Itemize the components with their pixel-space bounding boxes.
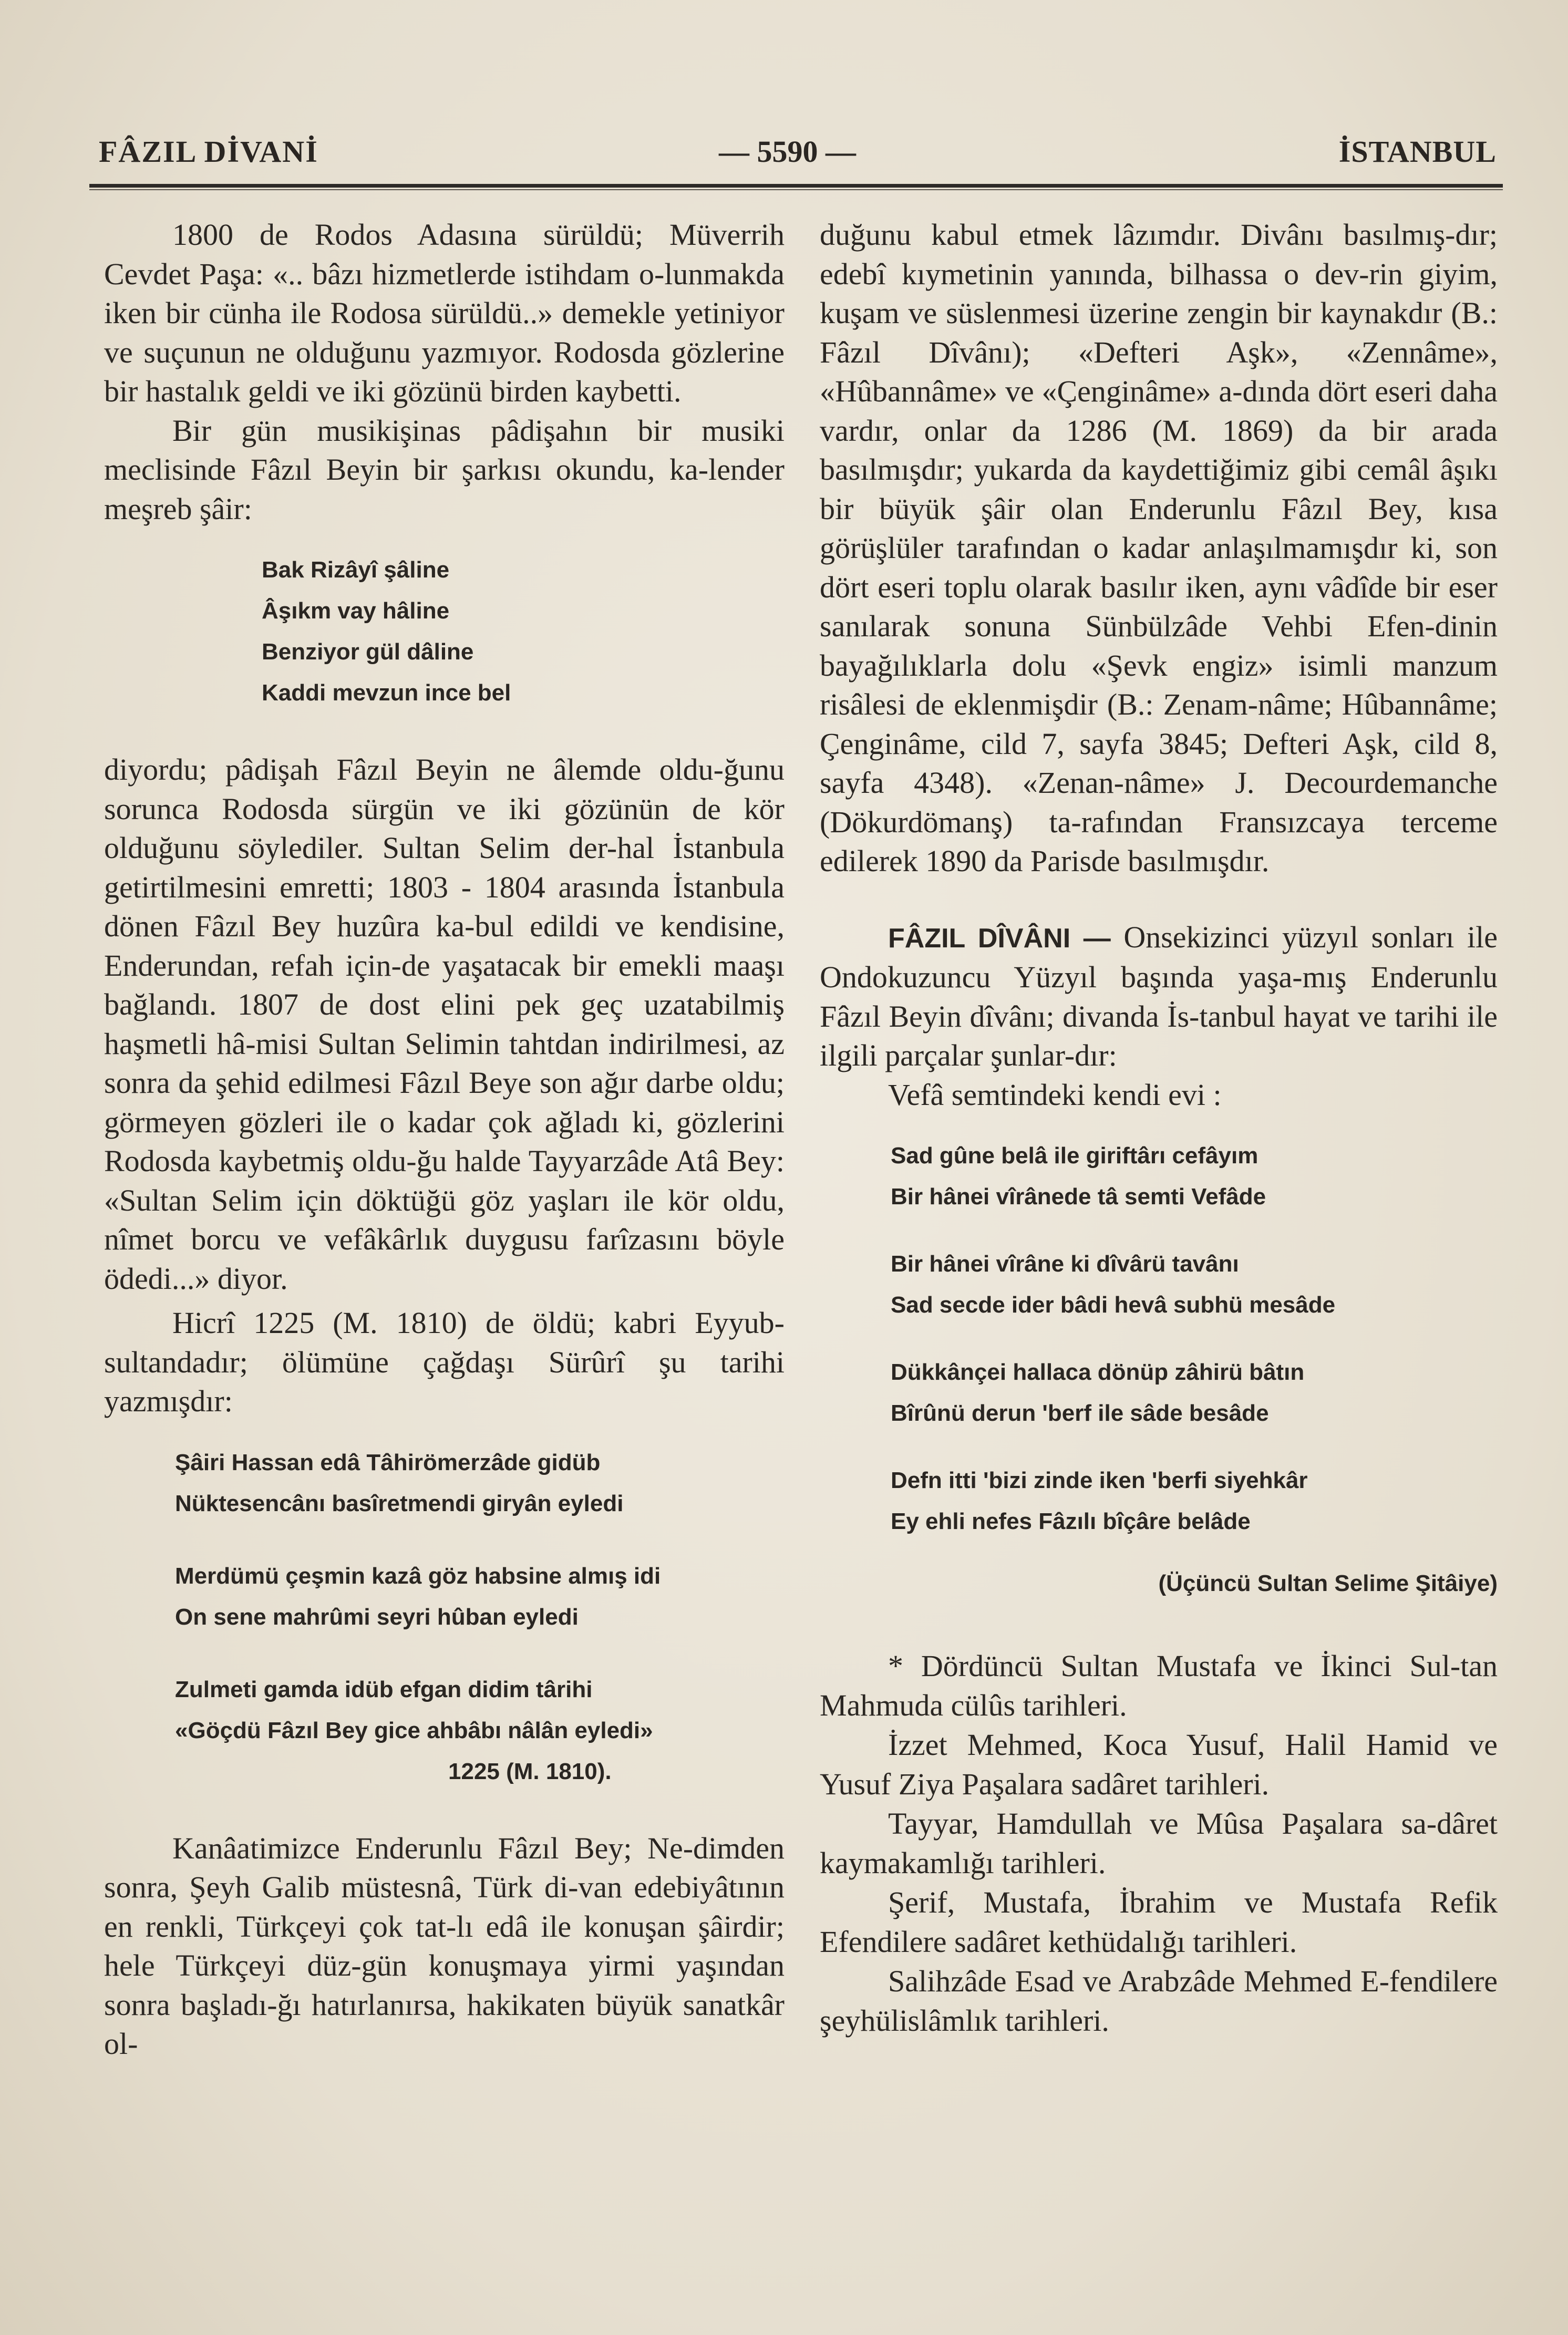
paragraph: Bir gün musikişinas pâdişahın bir musiki meclisinde Fâzıl Beyin bir şarkısı okundu, ka-lender meşreb şâir: xyxy=(104,413,785,526)
verse-line: Bir hânei vîrâne ki dîvârü tavânı xyxy=(891,1251,1239,1277)
verse-line: Kaddi mevzun ince bel xyxy=(262,680,511,706)
verse-line: Bak Rizâyî şâline xyxy=(262,557,450,583)
footnote: Tayyar, Hamdullah ve Mûsa Paşalara sa-dâret kaymakamlığı tarihleri. xyxy=(820,1806,1498,1880)
verse-stanza xyxy=(262,550,785,714)
header-rule xyxy=(89,184,1503,188)
header-rule-thin xyxy=(89,189,1503,190)
verse-line: Merdümü çeşmin kazâ göz habsine almış idi xyxy=(175,1563,661,1589)
verse-stanza xyxy=(891,1352,1498,1434)
header-title: FÂZIL DİVANİ xyxy=(99,135,318,169)
verse-line: Sad gûne belâ ile giriftârı cefâyım xyxy=(891,1143,1258,1169)
footnote: * Dördüncü Sultan Mustafa ve İkinci Sul-tan Mahmuda cülûs tarihleri. xyxy=(820,1649,1498,1722)
footnote: İzzet Mehmed, Koca Yusuf, Halil Hamid ve Yusuf Ziya Paşalara sadâret tarihleri. xyxy=(820,1728,1498,1801)
running-header xyxy=(99,134,1497,181)
verse-stanza xyxy=(175,1442,785,1524)
verse-stanza xyxy=(891,1135,1498,1217)
verse-line: Sad secde ider bâdi hevâ subhü mesâde xyxy=(891,1292,1336,1318)
verse-line: «Göçdü Fâzıl Bey gice ahbâbı nâlân eyledi» xyxy=(175,1717,653,1743)
verse-line: Bir hânei vîrânede tâ semti Vefâde xyxy=(891,1184,1266,1210)
verse-line: Ey ehli nefes Fâzılı bîçâre belâde xyxy=(891,1509,1251,1534)
left-column xyxy=(104,215,785,2064)
verse-stanza xyxy=(175,1556,785,1638)
verse-line: Benziyor gül dâline xyxy=(262,639,474,665)
verse-line: Şâiri Hassan edâ Tâhirömerzâde gidüb xyxy=(175,1449,601,1475)
paragraph: Kanâatimizce Enderunlu Fâzıl Bey; Ne-dimden sonra, Şeyh Galib müstesnâ, Türk di-van edebiyâtının en renkli, Türkçeyi çok tat-lı edâ ile konuşan şâirdir; hele Türkçeyi düz-gün konuşmaya yirmi yaşından sonra başladı-ğı hatırlanırsa, hakikaten büyük sanatkâr ol- xyxy=(104,1831,785,2061)
verse-line: Zulmeti gamda idüb efgan didim târihi xyxy=(175,1676,593,1702)
verse-line: On sene mahrûmi seyri hûban eyledi xyxy=(175,1604,579,1630)
paragraph: diyordu; pâdişah Fâzıl Beyin ne âlemde oldu-ğunu sorunca Rodosda sürgün ve iki gözünün de kör olduğunu söylediler. Sultan Selim der-hal İstanbula getirtilmesini emretti; 1803 - 1804 arasında İstanbula dönen Fâzıl Bey huzûra ka-bul edildi ve kendisine, Enderundan, refah için-de yaşatacak bir emekli maaşı bağlandı. 1807 de dost elini pek geç uzatabilmiş haşmetli hâ-misi Sultan Selimin tahtdan indirilmesi, az sonra da şehid edilmesi Fâzıl Beye son ağır darbe oldu; görmeyen gözleri ile o kadar çok ağladı ki, gözlerini Rodosda kaybetmiş oldu-ğu halde Tayyarzâde Atâ Bey: «Sultan Selim için döktüğü göz yaşları ile kör oldu, nîmet borcu ve vefâkârlık duygusu farîzasını böyle ödedi...» diyor. xyxy=(104,752,785,1296)
verse-line: 1225 (M. 1810). xyxy=(448,1758,612,1784)
verse-stanza xyxy=(175,1669,785,1792)
verse-attribution: (Üçüncü Sultan Selime Şitâiye) xyxy=(1158,1571,1498,1596)
verse-line: Bîrûnü derun 'berf ile sâde besâde xyxy=(891,1400,1269,1426)
paragraph: 1800 de Rodos Adasına sürüldü; Müverrih Cevdet Paşa: «.. bâzı hizmetlerde istihdam o-lunmakda iken bir cünha ile Rodosa sürüldü..» demekle yetiniyor ve suçunun ne olduğunu yazmıyor. Rodosda gözlerine bir hastalık geldi ve iki gözünü birden kaybetti. xyxy=(104,218,785,408)
paragraph: duğunu kabul etmek lâzımdır. Divânı basılmış-dır; edebî kıymetinin yanında, bilhassa o dev-rin giyim, kuşam ve süslenmesi üzerine zengin bir kaynakdır (B.: Fâzıl Dîvânı); «Defteri Aşk», «Zennâme», «Hûbannâme» ve «Çenginâme» a-dında dört eseri daha vardır, onlar da 1286 (M. 1869) da bir arada basılmışdır; yukarda da kaydettiğimiz gibi cemâl âşıkı bir büyük şâir olan Enderunlu Fâzıl Bey, kısa görüşlüler tarafından o kadar anlaşılmamışdır ki, son dört eseri toplu olarak basılır iken, aynı vâdîde bir eser sanılarak sonuna Sünbülzâde Vehbi Efen-dinin bayağılıklarla dolu «Şevk engiz» isimli manzum risâlesi de eklenmişdir (B.: Zenam-nâme; Hûbannâme; Çenginâme, cild 7, sayfa 3845; Defteri Aşk, cild 8, sayfa 4348). «Zenan-nâme» J. Decourdemanche (Dökurdömanş) ta-rafından Fransızcaya terceme edilerek 1890 da Parisde basılmışdır. xyxy=(820,218,1498,878)
verse-line: Âşıkm vay hâline xyxy=(262,598,450,624)
right-column xyxy=(820,215,1498,2040)
section-paragraph xyxy=(820,918,1498,1076)
verse-stanza xyxy=(891,1460,1498,1542)
footnote: Salihzâde Esad ve Arabzâde Mehmed E-fendilere şeyhülislâmlık tarihleri. xyxy=(820,1964,1498,2038)
footnote: Şerif, Mustafa, İbrahim ve Mustafa Refik Efendilere sadâret kethüdalığı tarihleri. xyxy=(820,1885,1498,1959)
section-text: Onsekizinci yüzyıl sonları ile Ondokuzuncu Yüzyıl başında yaşa-mış Enderunlu Fâzıl Beyin dîvânı; divanda İs-tanbul hayat ve tarihi ile ilgili parçalar şunlar-dır: xyxy=(820,919,1498,1072)
page-number: — 5590 — xyxy=(719,135,856,169)
paragraph: Vefâ semtindeki kendi evi : xyxy=(888,1077,1222,1112)
footnotes xyxy=(820,1646,1498,2040)
verse-line: Dükkânçei hallaca dönüp zâhirü bâtın xyxy=(891,1359,1305,1385)
header-section: İSTANBUL xyxy=(1338,135,1497,169)
section-heading: FÂZIL DÎVÂNI — xyxy=(888,923,1111,954)
verse-stanza xyxy=(891,1244,1498,1326)
verse-line: Nüktesencânı basîretmendi giryân eyledi xyxy=(175,1490,624,1516)
verse-line: Defn itti 'bizi zinde iken 'berfi siyehkâr xyxy=(891,1468,1308,1493)
paragraph: Hicrî 1225 (M. 1810) de öldü; kabri Eyyub-sultandadır; ölümüne çağdaşı Sürûrî şu tarihi yazmışdır: xyxy=(104,1306,785,1418)
